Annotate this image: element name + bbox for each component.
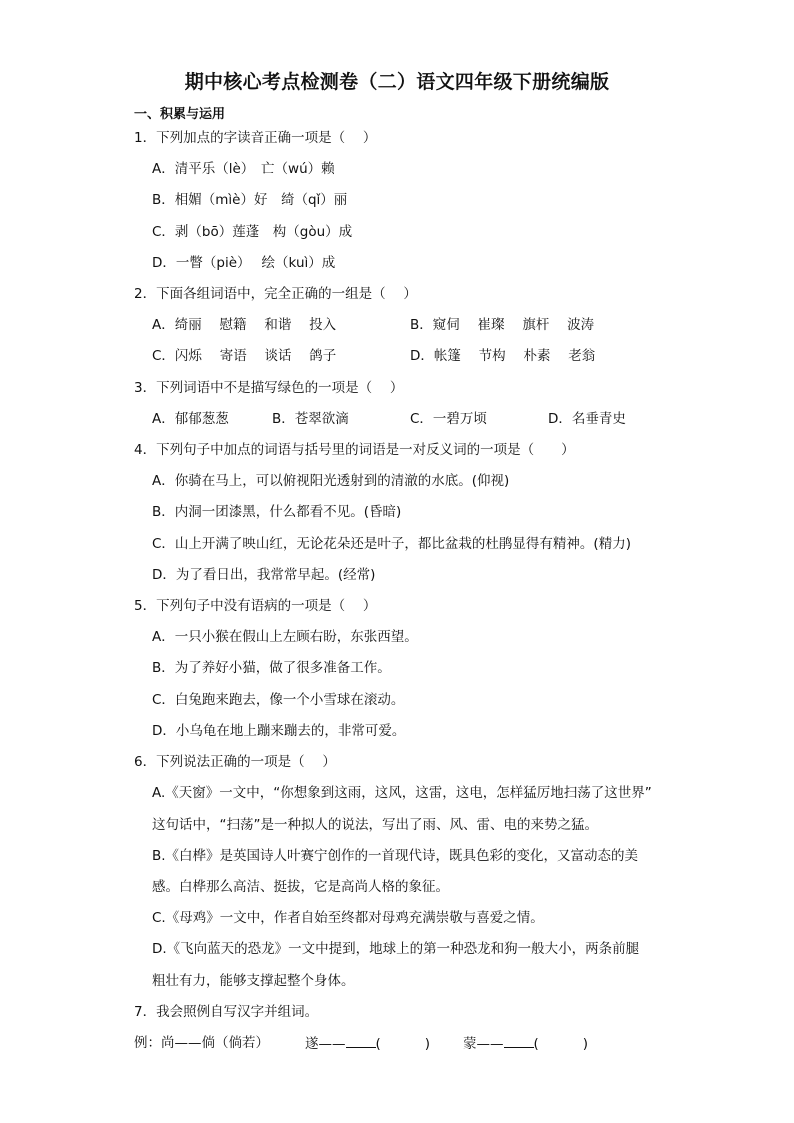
question-3-option-d: D．名垂青史	[548, 411, 626, 427]
answer-blank-2[interactable]	[504, 1033, 534, 1048]
question-1-option-d: D．一瞥（piè） 绘（kuì）成	[152, 255, 336, 271]
question-7-item-2	[463, 1033, 588, 1054]
question-3-option-a: A．郁郁葱葱	[152, 411, 229, 427]
section-heading: 一、积累与运用	[134, 107, 226, 122]
paren-open-1: (	[375, 1036, 381, 1052]
question-2-option-a: A．绮丽 慰籍 和谐 投入	[152, 317, 337, 333]
question-4-option-b: B．内洞一团漆黑，什么都看不见。(昏暗)	[152, 504, 402, 520]
question-7-item-1-char: 遂——	[305, 1036, 346, 1052]
question-5-option-a: A．一只小猴在假山上左顾右盼，东张西望。	[152, 629, 418, 645]
question-5-option-c: C．白兔跑来跑去，像一个小雪球在滚动。	[152, 692, 405, 708]
answer-blank-1[interactable]	[346, 1033, 376, 1048]
question-6-option-a-line2: 这句话中，“扫荡”是一种拟人的说法，写出了雨、风、雷、电的来势之猛。	[152, 817, 598, 833]
question-6-option-c: C.《母鸡》一文中，作者自始至终都对母鸡充满崇敬与喜爱之情。	[152, 910, 544, 926]
paren-close-1: )	[424, 1036, 431, 1052]
question-6-option-b-line2: 感。白桦那么高洁、挺拔，它是高尚人格的象征。	[152, 879, 449, 895]
question-3-option-b: B．苍翠欲滴	[272, 411, 349, 427]
question-1-option-c: C．剥（bō）莲蓬 构（gòu）成	[152, 224, 353, 240]
question-5-stem: 5．下列句子中没有语病的一项是（ ）	[134, 598, 377, 614]
page-title: 期中核心考点检测卷（二）语文四年级下册统编版	[184, 71, 610, 93]
question-5-option-b: B．为了养好小猫，做了很多准备工作。	[152, 660, 391, 676]
question-7-item-2-char: 蒙——	[463, 1036, 504, 1052]
question-4-option-a: A．你骑在马上，可以俯视阳光透射到的清澈的水底。(仰视)	[152, 473, 510, 489]
question-7-item-1	[305, 1033, 430, 1054]
question-5-option-d: D．小乌龟在地上蹦来蹦去的，非常可爱。	[152, 723, 406, 739]
question-4-option-d: D．为了看日出，我常常早起。(经常)	[152, 567, 376, 583]
paren-close-2: )	[582, 1036, 589, 1052]
question-7-stem: 7．我会照例自写汉字并组词。	[134, 1004, 319, 1020]
question-3-option-c: C．一碧万顷	[410, 411, 487, 427]
question-4-option-c: C．山上开满了映山红，无论花朵还是叶子，都比盆栽的杜鹃显得有精神。(精力)	[152, 536, 631, 552]
question-6-stem: 6．下列说法正确的一项是（ ）	[134, 754, 336, 770]
question-3-stem: 3．下列词语中不是描写绿色的一项是（ ）	[134, 380, 404, 396]
question-2-option-c: C．闪烁 寄语 谈话 鸽子	[152, 348, 337, 364]
question-7-example: 例：尚——倘（倘若）	[134, 1035, 269, 1051]
question-2-option-d: D．帐篷 节构 朴素 老翁	[410, 348, 596, 364]
question-6-option-b-line1: B.《白桦》是英国诗人叶赛宁创作的一首现代诗，既具色彩的变化，又富动态的美	[152, 848, 639, 864]
question-2-stem: 2．下面各组词语中，完全正确的一组是（ ）	[134, 286, 417, 302]
question-6-option-d-line1: D.《飞向蓝天的恐龙》一文中提到，地球上的第一种恐龙和狗一般大小，两条前腿	[152, 941, 640, 957]
question-4-stem: 4．下列句子中加点的词语与括号里的词语是一对反义词的一项是（ ）	[134, 442, 575, 458]
question-6-option-a-line1: A.《天窗》一文中，“你想象到这雨，这风，这雷，这电，怎样猛厉地扫荡了这世界”	[152, 785, 652, 801]
question-2-option-b: B．窥伺 崔璨 旗杆 波涛	[410, 317, 595, 333]
question-1-option-b: B．相媚（mìè）好 绮（qǐ）丽	[152, 192, 348, 208]
paren-open-2: (	[533, 1036, 539, 1052]
question-6-option-d-line2: 粗壮有力，能够支撑起整个身体。	[152, 973, 355, 989]
question-1-option-a: A．清平乐（lè） 亡（wú）赖	[152, 161, 335, 177]
question-1-stem: 1．下列加点的字读音正确一项是（ ）	[134, 130, 377, 146]
